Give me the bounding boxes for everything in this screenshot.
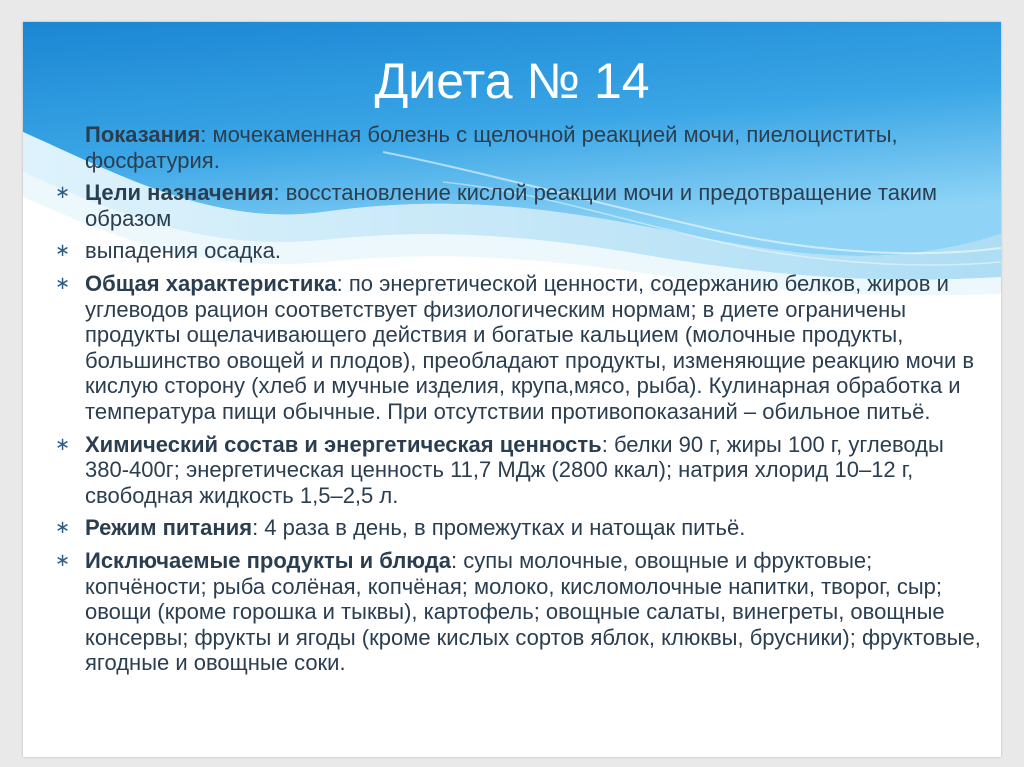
item-text: : супы молочные, овощные и фруктовые; копчёности; рыба солёная, копчёная; молоко, кисломолочные напитки, творог, сыр; овощи (кроме горошка и тыквы), картофель; овощные салаты, винегреты, овощные консервы; фрукты и ягоды (кроме кислых сортов яблок, клюквы, брусники); фруктовые, ягодные и овощные соки.	[85, 547, 981, 676]
slide	[23, 22, 1001, 757]
bullet-icon: ∗	[55, 517, 71, 538]
list-item-chemical-composition	[55, 431, 986, 509]
item-heading: Показания	[85, 122, 201, 147]
list-item-indications	[61, 122, 986, 173]
item-text: : по энергетической ценности, содержанию белков, жиров и углеводов рацион соответствует физиологическим нормам; в диете ограничены продукты ощелачивающего действия и богатые кальцием (молочные продукты, большинство овощей и плодов), преобладают продукты, изменяющие реакцию мочи в кислую сторону (хлеб и мучные изделия, крупа,мясо, рыба). Кулинарная обработка и температура пищи обычные. При отсутствии противопоказаний – обильное питьё.	[85, 270, 975, 424]
item-text: : мочекаменная болезнь с щелочной реакцией мочи, пиелоциститы, фосфатурия.	[85, 122, 898, 173]
item-text: : 4 раза в день, в промежутках и натощак питьё.	[252, 515, 746, 541]
list-item-excluded-foods	[55, 547, 986, 676]
item-heading: Исключаемые продукты и блюда	[85, 547, 451, 573]
item-text: выпадения осадка.	[85, 238, 281, 264]
item-heading: Общая характеристика	[85, 270, 337, 296]
list-item-meal-schedule	[55, 515, 986, 541]
list-item-goals	[55, 180, 986, 231]
slide-body	[55, 122, 986, 683]
bullet-icon: ∗	[55, 182, 71, 203]
item-heading: Химический состав и энергетическая ценность	[85, 431, 602, 457]
slide-title: Диета № 14	[374, 53, 650, 109]
item-text: : восстановление кислой реакции мочи и предотвращение таким образом	[85, 180, 938, 231]
item-heading: Цели назначения	[85, 180, 274, 206]
bullet-icon: ∗	[55, 433, 71, 454]
list-item-sediment	[55, 238, 986, 264]
list-item-general-characteristics	[55, 270, 986, 425]
bullet-icon: ∗	[55, 272, 71, 293]
item-text: : белки 90 г, жиры 100 г, углеводы 380-400г; энергетическая ценность 11,7 МДж (2800 ккал); натрия хлорид 10–12 г, свободная жидкость 1,5–2,5 л.	[85, 431, 944, 508]
bullet-icon: ∗	[55, 549, 71, 570]
bullet-icon: ∗	[55, 240, 71, 261]
item-heading: Режим питания	[85, 515, 253, 541]
